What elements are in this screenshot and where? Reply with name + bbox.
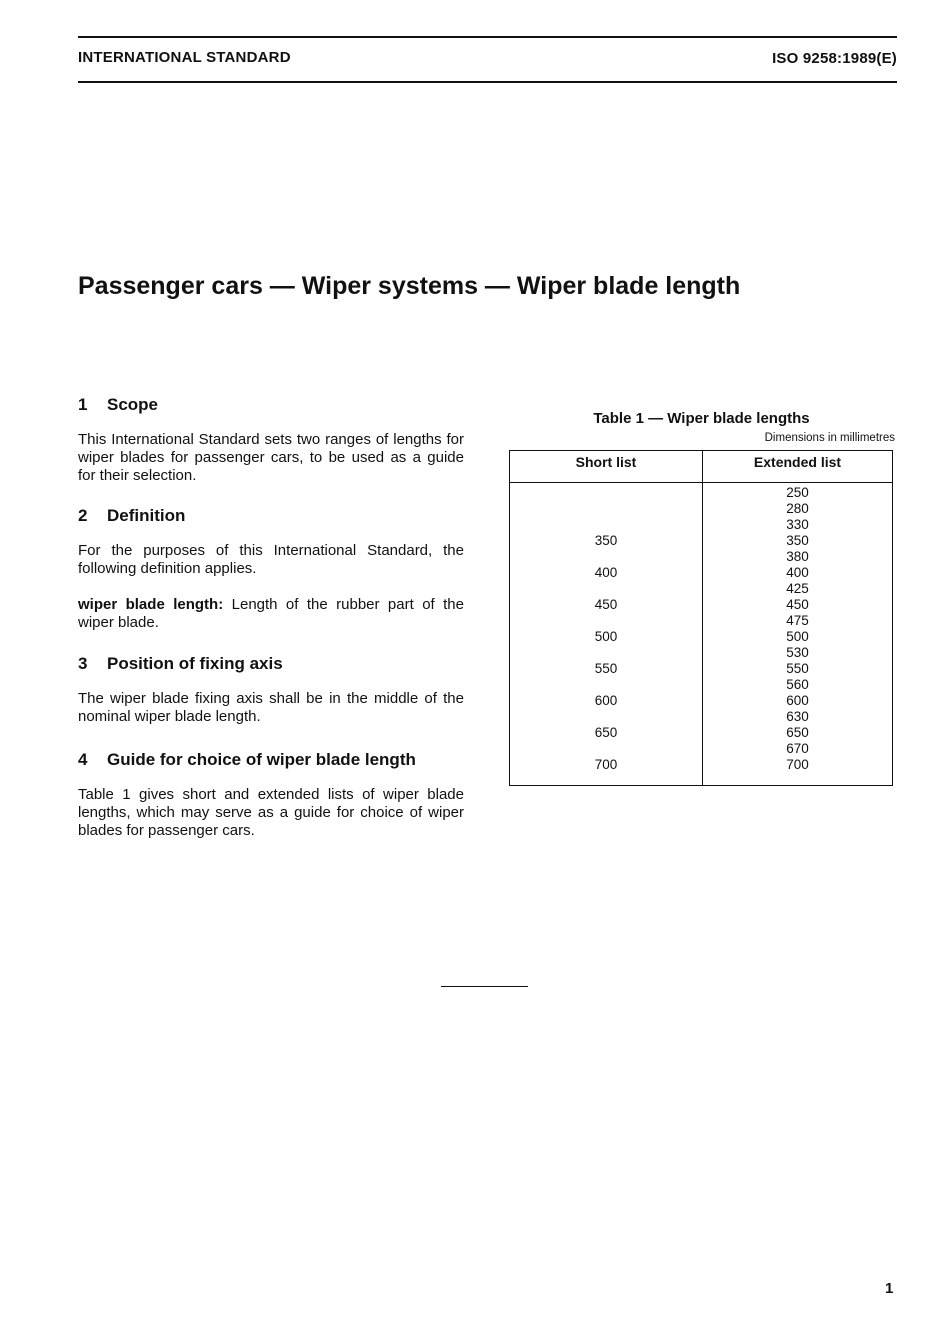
section-title: Position of fixing axis [107, 654, 283, 673]
definition-paragraph [78, 596, 464, 632]
short-list-cell: 500 [594, 629, 618, 644]
paragraph-text: This International Standard sets two ranges of lengths for wiper blades for passenger cars, to be used as a guide for their selection. [78, 431, 464, 484]
header-top-rule [78, 36, 897, 38]
extended-list-cell: 630 [786, 709, 809, 724]
extended-list-cell: 650 [786, 725, 809, 740]
short-list-cell: 400 [594, 565, 618, 580]
section-paragraph [78, 690, 464, 726]
section-paragraph [78, 431, 464, 485]
section-title: Scope [107, 395, 159, 414]
paragraph-text: The wiper blade fixing axis shall be in the middle of the nominal wiper blade length. [78, 690, 464, 725]
extended-list-cell: 670 [786, 741, 809, 756]
section-heading [78, 749, 464, 771]
section-heading [78, 505, 464, 527]
short-list-cell: 450 [594, 597, 618, 612]
section-definition [78, 505, 464, 632]
short-list-cell: 700 [594, 757, 618, 772]
section-number: 3 [78, 654, 88, 673]
extended-list-cell: 500 [786, 629, 809, 644]
short-list-cell: 550 [594, 661, 618, 676]
paragraph-text: Table 1 gives short and extended lists of wiper blade lengths, which may serve as a guide for choice of wiper blades for passenger cars. [78, 786, 464, 839]
table-caption: Table 1 — Wiper blade lengths [593, 410, 810, 427]
definition-text: Length of the rubber part of the wiper blade. [78, 596, 464, 631]
extended-list-cell: 250 [786, 485, 809, 500]
section-scope [78, 394, 464, 485]
extended-list-cell: 450 [786, 597, 809, 612]
paragraph-text: For the purposes of this International Standard, the following definition applies. [78, 542, 464, 577]
sections-column [78, 394, 464, 840]
document-title: Passenger cars — Wiper systems — Wiper blade length [78, 272, 741, 300]
extended-list-cell: 560 [786, 677, 809, 692]
page-number: 1 [885, 1280, 894, 1297]
section-fixing-axis [78, 653, 464, 726]
section-title: Definition [107, 506, 186, 525]
extended-list-cell: 330 [786, 517, 809, 532]
short-list-cell: 650 [594, 725, 618, 740]
section-number: 2 [78, 506, 88, 525]
header-document-number: ISO 9258:1989(E) [772, 50, 897, 67]
table-header-divider [510, 482, 892, 483]
section-paragraph [78, 786, 464, 840]
extended-list-cell: 530 [786, 645, 809, 660]
section-guide [78, 749, 464, 840]
extended-list-cell: 550 [786, 661, 809, 676]
wiper-blade-lengths-table [509, 450, 893, 786]
section-number: 4 [78, 750, 88, 769]
table-units-note: Dimensions in millimetres [764, 432, 895, 444]
short-list-cell: 350 [594, 533, 618, 548]
defined-term: wiper blade length: [78, 596, 224, 613]
extended-list-cell: 350 [786, 533, 809, 548]
section-title: Guide for choice of wiper blade length [107, 750, 416, 769]
extended-list-cell: 475 [786, 613, 809, 628]
extended-list-cell: 600 [786, 693, 809, 708]
extended-list-cell: 425 [786, 581, 809, 596]
section-heading [78, 653, 464, 675]
section-heading [78, 394, 464, 416]
extended-list-cell: 700 [786, 757, 809, 772]
extended-list-cell: 380 [786, 549, 809, 564]
section-paragraph [78, 542, 464, 578]
header-bottom-rule [78, 81, 897, 83]
section-number: 1 [78, 395, 88, 414]
end-of-text-rule [441, 986, 528, 987]
header-document-type: INTERNATIONAL STANDARD [78, 49, 291, 66]
extended-list-cell: 280 [786, 501, 809, 516]
table-header-extended-list: Extended list [753, 454, 842, 470]
extended-list-cell: 400 [786, 565, 809, 580]
short-list-cell: 600 [594, 693, 618, 708]
table-header-short-list: Short list [575, 454, 637, 470]
